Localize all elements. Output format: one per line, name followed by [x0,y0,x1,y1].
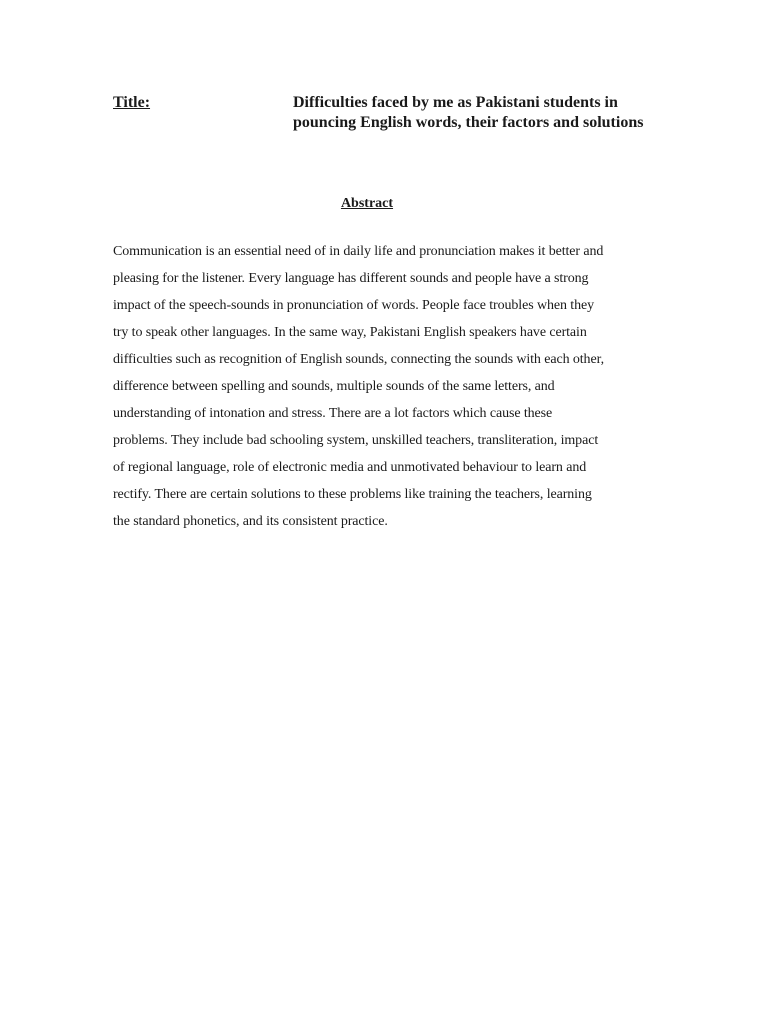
title-line: Difficulties faced by me as Pakistani students in [293,94,618,111]
abstract-heading: Abstract [340,196,394,211]
abstract-line: of regional language, role of electronic media and unmotivated behaviour to learn and [113,460,587,475]
abstract-line: problems. They include bad schooling system, unskilled teachers, transliteration, impact [113,433,599,448]
abstract-line: difference between spelling and sounds, multiple sounds of the same letters, and [113,379,555,394]
abstract-line: Communication is an essential need of in daily life and pronunciation makes it better and [113,244,604,259]
document-title [293,93,673,133]
abstract-line: pleasing for the listener. Every language has different sounds and people have a strong [113,271,589,286]
abstract-line: impact of the speech-sounds in pronunciation of words. People face troubles when they [113,298,594,313]
abstract-line: the standard phonetics, and its consistent practice. [113,514,388,529]
abstract-body [113,238,673,535]
abstract-line: understanding of intonation and stress. There are a lot factors which cause these [113,406,553,421]
abstract-line: rectify. There are certain solutions to these problems like training the teachers, learning [113,487,592,502]
abstract-line: try to speak other languages. In the same way, Pakistani English speakers have certain [113,325,587,340]
title-label: Title: [113,94,151,111]
title-line: pouncing English words, their factors and solutions [293,114,644,131]
abstract-line: difficulties such as recognition of English sounds, connecting the sounds with each other, [113,352,604,367]
